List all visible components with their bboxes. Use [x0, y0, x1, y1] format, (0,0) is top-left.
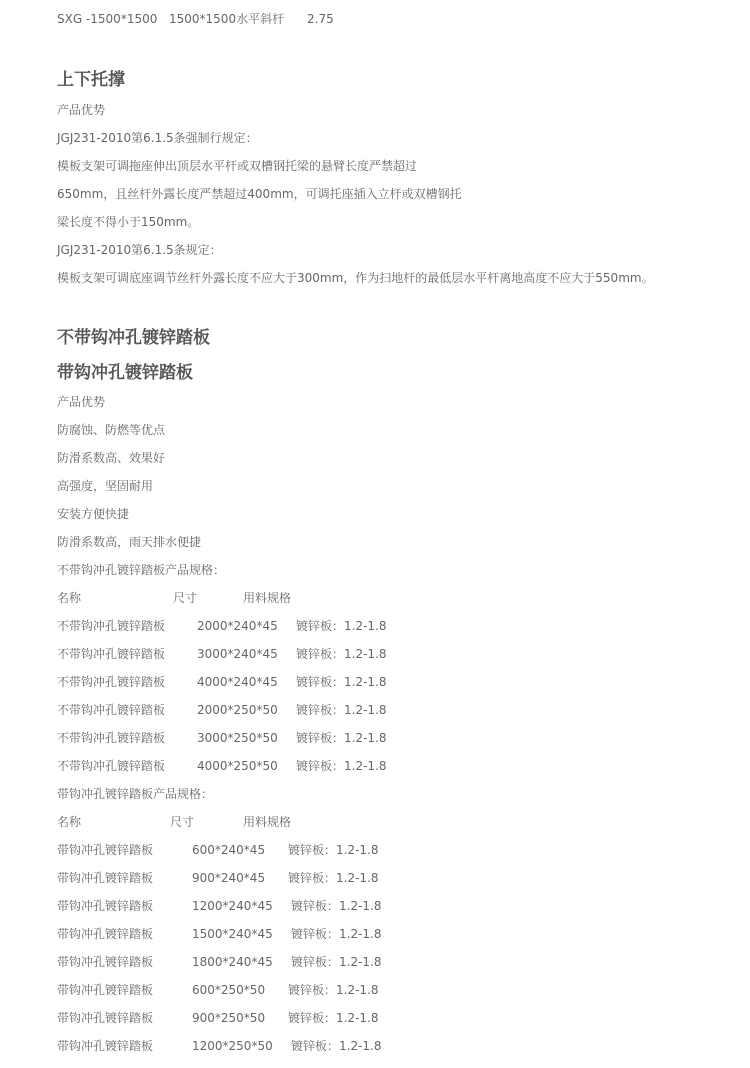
cell-material: 镀锌板：1.2-1.8: [288, 1011, 379, 1025]
jack-line: 梁长度不得小于150mm。: [57, 215, 200, 229]
section-title-jack: 上下托撑: [57, 70, 125, 90]
jack-line: JGJ231-2010第6.1.5条强制行规定：: [57, 131, 258, 145]
plank-line: 安装方便快捷: [57, 507, 130, 521]
cell-size: 2000*250*50: [197, 703, 278, 717]
table-caption-nohook: 不带钩冲孔镀锌踏板产品规格：: [57, 563, 226, 577]
cell-size: 4000*240*45: [197, 675, 278, 689]
header-size: 尺寸: [170, 815, 195, 829]
cell-size: 3000*250*50: [197, 731, 278, 745]
jack-line: 模板支架可调底座调节丝杆外露长度不应大于300mm，作为扫地杆的最低层水平杆离地高度不应大于550mm。: [57, 271, 654, 285]
header-name: 名称: [57, 591, 82, 605]
plank-line: 防腐蚀、防燃等优点: [57, 423, 166, 437]
cell-name: 带钩冲孔镀锌踏板: [57, 955, 154, 969]
spec-code: SXG -1500*1500: [57, 12, 158, 26]
section-title-plank-nohook: 不带钩冲孔镀锌踏板: [57, 328, 210, 348]
table-caption-hook: 带钩冲孔镀锌踏板产品规格：: [57, 787, 214, 801]
cell-name: 不带钩冲孔镀锌踏板: [57, 703, 166, 717]
plank-line: 产品优势: [57, 395, 106, 409]
cell-name: 不带钩冲孔镀锌踏板: [57, 759, 166, 773]
plank-line: 高强度，坚固耐用: [57, 479, 154, 493]
cell-name: 带钩冲孔镀锌踏板: [57, 899, 154, 913]
cell-name: 带钩冲孔镀锌踏板: [57, 1011, 154, 1025]
cell-material: 镀锌板：1.2-1.8: [296, 675, 387, 689]
cell-material: 镀锌板：1.2-1.8: [296, 759, 387, 773]
cell-name: 不带钩冲孔镀锌踏板: [57, 619, 166, 633]
cell-name: 带钩冲孔镀锌踏板: [57, 1039, 154, 1053]
cell-material: 镀锌板：1.2-1.8: [291, 1039, 382, 1053]
plank-line: 防滑系数高、效果好: [57, 451, 166, 465]
cell-size: 3000*240*45: [197, 647, 278, 661]
cell-name: 带钩冲孔镀锌踏板: [57, 871, 154, 885]
cell-material: 镀锌板：1.2-1.8: [288, 843, 379, 857]
cell-size: 900*250*50: [192, 1011, 266, 1025]
cell-name: 不带钩冲孔镀锌踏板: [57, 647, 166, 661]
cell-name: 不带钩冲孔镀锌踏板: [57, 675, 166, 689]
cell-name: 带钩冲孔镀锌踏板: [57, 983, 154, 997]
cell-size: 4000*250*50: [197, 759, 278, 773]
cell-material: 镀锌板：1.2-1.8: [288, 983, 379, 997]
jack-line: 模板支架可调拖座伸出顶层水平杆或双槽钢托梁的悬臂长度严禁超过: [57, 159, 418, 173]
cell-size: 1500*240*45: [192, 927, 273, 941]
header-material: 用料规格: [243, 815, 292, 829]
header-name: 名称: [57, 815, 82, 829]
cell-size: 1800*240*45: [192, 955, 273, 969]
cell-material: 镀锌板：1.2-1.8: [296, 619, 387, 633]
cell-material: 镀锌板：1.2-1.8: [291, 927, 382, 941]
cell-size: 900*240*45: [192, 871, 266, 885]
cell-material: 镀锌板：1.2-1.8: [288, 871, 379, 885]
cell-size: 600*250*50: [192, 983, 266, 997]
plank-line: 防滑系数高，雨天排水便捷: [57, 535, 202, 549]
spec-size: 1500*1500水平斜杆: [169, 12, 285, 26]
cell-size: 2000*240*45: [197, 619, 278, 633]
cell-name: 带钩冲孔镀锌踏板: [57, 843, 154, 857]
cell-material: 镀锌板：1.2-1.8: [296, 647, 387, 661]
section-title-plank-hook: 带钩冲孔镀锌踏板: [57, 363, 193, 383]
header-material: 用料规格: [243, 591, 292, 605]
cell-material: 镀锌板：1.2-1.8: [291, 955, 382, 969]
spec-weight: 2.75: [307, 12, 334, 26]
header-size: 尺寸: [173, 591, 198, 605]
cell-material: 镀锌板：1.2-1.8: [291, 899, 382, 913]
cell-material: 镀锌板：1.2-1.8: [296, 703, 387, 717]
cell-name: 带钩冲孔镀锌踏板: [57, 927, 154, 941]
cell-name: 不带钩冲孔镀锌踏板: [57, 731, 166, 745]
cell-size: 1200*250*50: [192, 1039, 273, 1053]
jack-line: JGJ231-2010第6.1.5条规定：: [57, 243, 222, 257]
cell-size: 600*240*45: [192, 843, 266, 857]
jack-line: 产品优势: [57, 103, 106, 117]
cell-material: 镀锌板：1.2-1.8: [296, 731, 387, 745]
cell-size: 1200*240*45: [192, 899, 273, 913]
jack-line: 650mm，且丝杆外露长度严禁超过400mm，可调托座插入立杆或双槽钢托: [57, 187, 462, 201]
